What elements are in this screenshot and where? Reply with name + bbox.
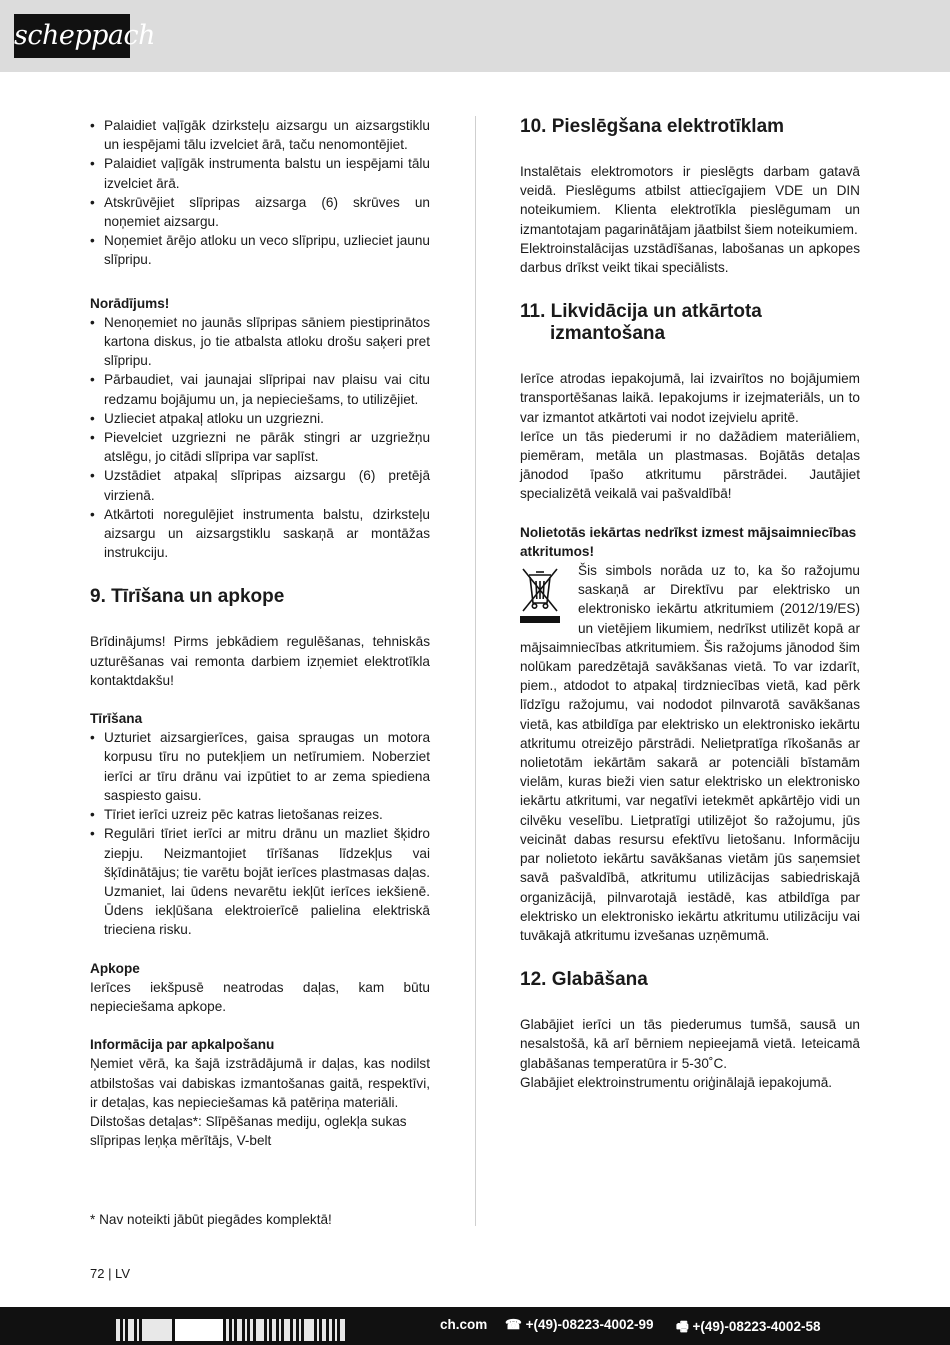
page-number: 72 | LV [90,1266,130,1281]
fax-number: 🖷 +(49)-08223-4002-58 [676,1319,821,1334]
section-10-heading [520,116,860,138]
list-item: • Atskrūvējiet slīpripas aizsarga (6) skrūves un noņemiet aizsargu. [90,193,430,231]
crossed-bin-icon [520,565,560,623]
footer-band [0,1307,950,1345]
scheppach-logo: scheppach [14,14,130,58]
materials-text: Ierīce un tās piederumi ir no dažādiem materiāliem, piemēram, metāla un plastmasas. Bojātās detaļas jānodod īpašo atkritumu pārstrādei. Jautājiet specializētā veikalā vai pašvaldībā! [520,428,860,502]
section-9-heading [90,586,430,608]
cleaning-warning: Brīdinājums! Pirms jebkādiem regulēšanas, tehniskās uzturēšanas vai remonta darbiem izņemiet elektrotīkla kontaktdakšu! [90,634,430,688]
list-item: • Uzlieciet atpakaļ atloku un uzgriezni. [90,409,430,428]
barcode-strip [116,1319,436,1341]
section-number: 9. [90,586,106,608]
section-number: 10. [520,116,547,137]
section-title: Likvidācija un atkārtota izmantošana [550,301,762,345]
cleaning-heading: Tīrīšana [90,711,143,727]
packaging-storage-text: Glabājiet elektroinstrumentu oriģinālajā iepakojumā. [520,1074,833,1090]
footnote: * Nav noteikti jābūt piegādes komplektā! [90,1212,332,1227]
procedure-bullets [90,116,430,270]
list-item: • Noņemiet ārējo atloku un veco slīpripu, uzlieciet jaunu slīpripu. [90,231,430,269]
section-title: Glabāšana [551,969,648,991]
list-item: • Palaidiet vaļīgāk instrumenta balstu un iespējami tālu izvelciet ārā. [90,154,430,192]
maintenance-text: Ierīces iekšpusē neatrodas daļas, kam būtu nepieciešama apkope. [90,979,430,1014]
right-column [520,116,860,1092]
column-divider [475,116,476,1226]
weee-text: Šis simbols norāda uz to, ka šo ražojumu saskaņā ar Direktīvu par elektrisko un elektronisko iekārtu atkritumiem (2012/19/ES) un vietējiem likumiem, nedrīkst utilizēt kopā ar mājsaimniecības atkritumiem. Šis ražojums jānodod šim nolūkam paredzētajā savākšanas vietā. To var izdarīt, piem., atdodot to atpakaļ tirdzniecības vietā, kad pērk līdzīgu ražojumu, vai nododot pilnvarotā savākšanas vietā, kas atbildīga par elektrisko un elektronisko iekārtu atkritumu otreizējo pārstrādi. Nelietpratīga rīkošanās ar nolietotām iekārtām sakarā ar potenciāli bīstamām vielām, kuras bieži vien satur elektrisko un elektronisko iekārtu atkritumi, var negatīvi ietekmēt apkārtējo vidi un cilvēku veselību. Lietpratīgi utilizējot šo ražojumu, jūs veicināt dabas resursu efektīvu lietošanu. Informāciju par nolietoto iekārtu savākšanas vietām jūs saņemsiet savā pašvaldībā, atkritumu utilizācijas sabiedriskajā organizācijā, pilnvarotajā iestādē, kas atbildīga par elektrisko un elektronisko iekārtu atkritumu utilizāciju vai tuvākajā atkritumu izvešanas uzņēmumā. [520,563,860,943]
weee-heading: Nolietotās iekārtas nedrīkst izmest mājsaimniecības atkritumos! [520,524,857,559]
section-number: 12. [520,969,547,991]
phone-number: ☎ +(49)-08223-4002-99 [505,1317,654,1332]
list-item: • Nenoņemiet no jaunās slīpripas sāniem piestiprinātos kartona diskus, jo tie atbalsta atloku drošu saķeri pret slīpripu. [90,313,430,371]
list-item: • Tīriet ierīci uzreiz pēc katras lietošanas reizes. [90,805,430,824]
list-item: • Atkārtoti noregulējiet instrumenta balstu, dzirksteļu aizsargu un aizsargstiklu saskaņā ar montāžas instrukciju. [90,505,430,563]
left-column [90,116,430,1150]
list-item: • Uzstādiet atpakaļ slīpripas aizsargu (6) pretējā virzienā. [90,466,430,504]
section-12-heading [520,969,860,991]
weee-block [520,561,860,945]
connection-text: Instalētais elektromotors ir pieslēgts darbam gatavā veidā. Pieslēgums atbilst attiecīgajiem VDE un DIN noteikumiem. Klienta elektrotīkla pieslēgumam un izmantotajam pagarinātājam jāatbilst šiem noteikumiem. [520,164,860,237]
packaging-text: Ierīce atrodas iepakojumā, lai izvairītos no bojājumiem transportēšanas laikā. Iepakojums ir izejmateriāls, un to var izmantot atkārtoti vai nodot izejvielu apritē. [520,371,860,425]
section-title: Tīrīšana un apkope [111,586,285,608]
header-band [0,0,950,72]
section-11-heading [520,301,860,345]
service-text: Ņemiet vērā, ka šajā izstrādājumā ir daļas, kas nodilst atbilstošas vai dabiskas izmantošanas gaitā, respektīvi, ir detaļas, kas nepieciešamas kā patēriņa materiāli. [90,1056,430,1110]
note-heading: Norādījums! [90,295,170,311]
storage-text: Glabājiet ierīci un tās piederumus tumšā, sausā un nesalstošā, kā arī bērniem nepieejamā vietā. Ieteicamā glabāšanas temperatūra ir 5-30˚C. [520,1017,860,1071]
electrician-text: Elektroinstalācijas uzstādīšanas, labošanas un apkopes darbus drīkst veikt tikai speciālists. [520,240,860,276]
list-item: • Palaidiet vaļīgāk dzirksteļu aizsargu un aizsargstiklu un iespējami tālu izvelciet ārā, taču nenomontējiet. [90,116,430,154]
section-title: Pieslēgšana elektrotīklam [551,116,785,137]
service-heading: Informācija par apkalpošanu [90,1037,275,1053]
list-item: • Pārbaudiet, vai jaunajai slīpripai nav plaisu vai citu redzamu bojājumu un, ja nepieciešams, to utilizējiet. [90,370,430,408]
website-text: ch.com [440,1317,488,1332]
section-number: 11. [520,301,546,323]
list-item: • Pievelciet uzgriezni ne pārāk stingri ar uzgriežņu atslēgu, jo citādi slīpripa var saplīst. [90,428,430,466]
note-bullets [90,313,430,563]
list-item: • Regulāri tīriet ierīci ar mitru drānu un mazliet šķidro ziepju. Neizmantojiet tīrīšanas līdzekļus vai šķīdinātājus; tie varētu bojāt ierīces plastmasas daļas. Uzmaniet, lai ūdens nevarētu iekļūt ierīces iekšienē. Ūdens iekļūšana elektroierīcē palielina elektriskā trieciena risku. [90,824,430,939]
list-item: • Uzturiet aizsargierīces, gaisa spraugas un motora korpusu tīru no putekļiem un netīrumiem. Noberziet ierīci ar tīru drānu vai izpūtiet to ar zema spiediena saspiesto gaisu. [90,728,430,805]
wear-parts-text: Dilstošas detaļas*: Slīpēšanas mediju, oglekļa sukas slīpripas leņķa mērītājs, V-belt [90,1113,407,1149]
maintenance-heading: Apkope [90,960,140,976]
cleaning-bullets [90,728,430,939]
